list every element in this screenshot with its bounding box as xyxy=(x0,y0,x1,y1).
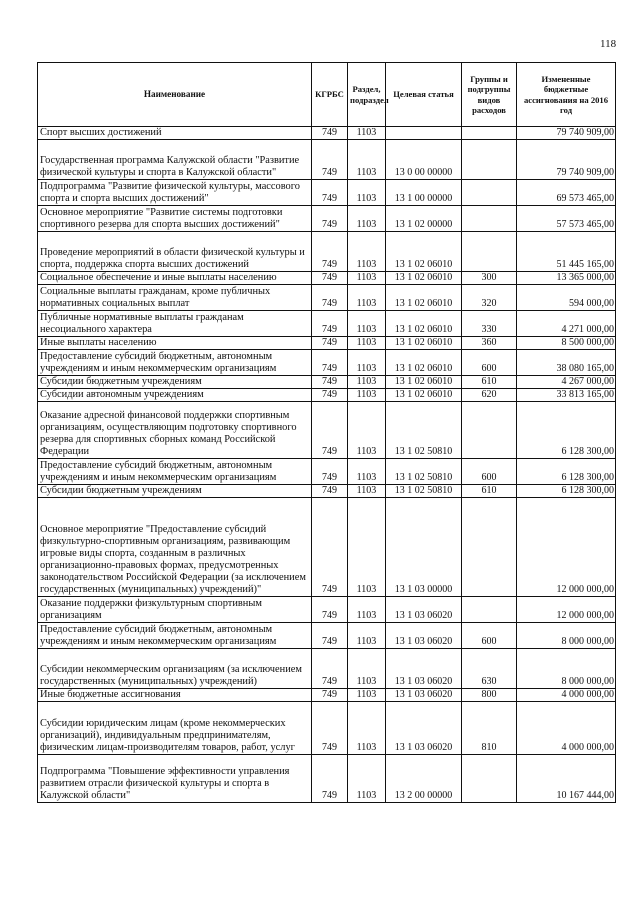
cell-amount: 13 365 000,00 xyxy=(517,271,616,284)
cell-group xyxy=(462,497,517,596)
cell-name: Подпрограмма "Повышение эффективности управления развитием отрасли физической культуры и спорта в Калужской области" xyxy=(38,754,312,802)
cell-group xyxy=(462,401,517,458)
cell-target: 13 1 03 06020 xyxy=(386,648,462,688)
cell-amount: 79 740 909,00 xyxy=(517,139,616,179)
cell-group: 610 xyxy=(462,484,517,497)
table-row xyxy=(38,231,616,271)
cell-kgrbs: 749 xyxy=(312,458,348,484)
cell-amount: 12 000 000,00 xyxy=(517,497,616,596)
cell-group: 800 xyxy=(462,688,517,701)
cell-kgrbs: 749 xyxy=(312,688,348,701)
cell-kgrbs: 749 xyxy=(312,648,348,688)
cell-amount: 6 128 300,00 xyxy=(517,401,616,458)
cell-group: 320 xyxy=(462,284,517,310)
cell-kgrbs: 749 xyxy=(312,139,348,179)
cell-section: 1103 xyxy=(348,127,386,140)
cell-name: Проведение мероприятий в области физической культуры и спорта, поддержка спорта высших достижений xyxy=(38,231,312,271)
cell-group xyxy=(462,205,517,231)
table-row xyxy=(38,205,616,231)
cell-section: 1103 xyxy=(348,310,386,336)
cell-section: 1103 xyxy=(348,375,386,388)
table-row xyxy=(38,688,616,701)
cell-amount: 38 080 165,00 xyxy=(517,349,616,375)
table-row xyxy=(38,458,616,484)
cell-amount: 4 000 000,00 xyxy=(517,701,616,754)
cell-group: 810 xyxy=(462,701,517,754)
cell-target: 13 1 03 06020 xyxy=(386,688,462,701)
cell-section: 1103 xyxy=(348,622,386,648)
cell-section: 1103 xyxy=(348,349,386,375)
cell-name: Основное мероприятие "Предоставление субсидий физкультурно-спортивным организациям, развивающим игровые виды спорта, созданным в различных организационно-правовых формах, предусмотренных законодательством Российской Федерации (за исключением государственных (муниципальных) учреждений)" xyxy=(38,497,312,596)
cell-amount: 57 573 465,00 xyxy=(517,205,616,231)
cell-section: 1103 xyxy=(348,688,386,701)
cell-amount: 4 271 000,00 xyxy=(517,310,616,336)
table-row xyxy=(38,596,616,622)
cell-name: Подпрограмма "Развитие физической культуры, массового спорта и спорта высших достижений" xyxy=(38,179,312,205)
cell-name: Государственная программа Калужской области "Развитие физической культуры и спорта в Калужской области" xyxy=(38,139,312,179)
cell-kgrbs: 749 xyxy=(312,127,348,140)
cell-name: Социальные выплаты гражданам, кроме публичных нормативных социальных выплат xyxy=(38,284,312,310)
cell-section: 1103 xyxy=(348,231,386,271)
header-group: Группы и подгруппы видов расходов xyxy=(462,63,517,127)
cell-amount: 33 813 165,00 xyxy=(517,388,616,401)
cell-name: Иные выплаты населению xyxy=(38,336,312,349)
cell-target: 13 1 02 00000 xyxy=(386,205,462,231)
cell-target: 13 1 02 06010 xyxy=(386,271,462,284)
table-row xyxy=(38,375,616,388)
cell-kgrbs: 749 xyxy=(312,497,348,596)
cell-target xyxy=(386,127,462,140)
cell-target: 13 1 03 00000 xyxy=(386,497,462,596)
cell-name: Спорт высших достижений xyxy=(38,127,312,140)
cell-section: 1103 xyxy=(348,179,386,205)
cell-name: Субсидии юридическим лицам (кроме некоммерческих организаций), индивидуальным предпринимателям, физическим лицам-производителям товаров, работ, услуг xyxy=(38,701,312,754)
cell-group xyxy=(462,754,517,802)
cell-kgrbs: 749 xyxy=(312,401,348,458)
table-header-row xyxy=(38,63,616,127)
cell-target: 13 0 00 00000 xyxy=(386,139,462,179)
cell-target: 13 1 02 50810 xyxy=(386,401,462,458)
table-row xyxy=(38,622,616,648)
cell-amount: 8 000 000,00 xyxy=(517,648,616,688)
cell-kgrbs: 749 xyxy=(312,336,348,349)
cell-target: 13 1 00 00000 xyxy=(386,179,462,205)
table-row xyxy=(38,497,616,596)
cell-name: Основное мероприятие "Развитие системы подготовки спортивного резерва для спорта высших достижений" xyxy=(38,205,312,231)
table-row xyxy=(38,271,616,284)
cell-name: Оказание адресной финансовой поддержки спортивным организациям, осуществляющим подготовку спортивного резерва для спортивных сборных команд Российской Федерации xyxy=(38,401,312,458)
cell-name: Предоставление субсидий бюджетным, автономным учреждениям и иным некоммерческим организациям xyxy=(38,458,312,484)
cell-name: Оказание поддержки физкультурным спортивным организациям xyxy=(38,596,312,622)
cell-section: 1103 xyxy=(348,336,386,349)
table-row xyxy=(38,127,616,140)
cell-group: 300 xyxy=(462,271,517,284)
cell-amount: 69 573 465,00 xyxy=(517,179,616,205)
cell-kgrbs: 749 xyxy=(312,205,348,231)
cell-kgrbs: 749 xyxy=(312,271,348,284)
cell-group xyxy=(462,179,517,205)
cell-kgrbs: 749 xyxy=(312,310,348,336)
header-kgrbs: КГРБС xyxy=(312,63,348,127)
cell-kgrbs: 749 xyxy=(312,484,348,497)
cell-kgrbs: 749 xyxy=(312,622,348,648)
cell-amount: 6 128 300,00 xyxy=(517,484,616,497)
header-section: Раздел, подраздел xyxy=(348,63,386,127)
cell-amount: 8 000 000,00 xyxy=(517,622,616,648)
cell-target: 13 1 02 06010 xyxy=(386,284,462,310)
cell-group: 360 xyxy=(462,336,517,349)
cell-section: 1103 xyxy=(348,284,386,310)
cell-group xyxy=(462,596,517,622)
cell-name: Публичные нормативные выплаты гражданам несоциального характера xyxy=(38,310,312,336)
cell-kgrbs: 749 xyxy=(312,231,348,271)
cell-amount: 4 000 000,00 xyxy=(517,688,616,701)
cell-target: 13 1 02 06010 xyxy=(386,336,462,349)
table-row xyxy=(38,388,616,401)
cell-amount: 6 128 300,00 xyxy=(517,458,616,484)
cell-amount: 8 500 000,00 xyxy=(517,336,616,349)
cell-group: 600 xyxy=(462,622,517,648)
cell-target: 13 1 03 06020 xyxy=(386,596,462,622)
cell-kgrbs: 749 xyxy=(312,349,348,375)
cell-kgrbs: 749 xyxy=(312,754,348,802)
cell-kgrbs: 749 xyxy=(312,375,348,388)
cell-group: 330 xyxy=(462,310,517,336)
cell-kgrbs: 749 xyxy=(312,284,348,310)
table-row xyxy=(38,336,616,349)
cell-name: Иные бюджетные ассигнования xyxy=(38,688,312,701)
table-row xyxy=(38,401,616,458)
table-row xyxy=(38,484,616,497)
cell-group: 630 xyxy=(462,648,517,688)
cell-target: 13 1 02 50810 xyxy=(386,484,462,497)
cell-amount: 4 267 000,00 xyxy=(517,375,616,388)
cell-section: 1103 xyxy=(348,205,386,231)
cell-name: Предоставление субсидий бюджетным, автономным учреждениям и иным некоммерческим организациям xyxy=(38,622,312,648)
cell-name: Субсидии автономным учреждениям xyxy=(38,388,312,401)
cell-name: Социальное обеспечение и иные выплаты населению xyxy=(38,271,312,284)
page-number: 118 xyxy=(600,38,617,50)
cell-target: 13 1 02 06010 xyxy=(386,388,462,401)
cell-group: 610 xyxy=(462,375,517,388)
header-name: Наименование xyxy=(38,63,312,127)
cell-section: 1103 xyxy=(348,401,386,458)
table-row xyxy=(38,310,616,336)
cell-section: 1103 xyxy=(348,754,386,802)
cell-section: 1103 xyxy=(348,388,386,401)
table-row xyxy=(38,284,616,310)
cell-kgrbs: 749 xyxy=(312,179,348,205)
cell-section: 1103 xyxy=(348,139,386,179)
cell-section: 1103 xyxy=(348,596,386,622)
cell-name: Субсидии бюджетным учреждениям xyxy=(38,375,312,388)
cell-name: Предоставление субсидий бюджетным, автономным учреждениям и иным некоммерческим организациям xyxy=(38,349,312,375)
cell-target: 13 1 02 06010 xyxy=(386,310,462,336)
cell-target: 13 1 02 06010 xyxy=(386,231,462,271)
cell-target: 13 2 00 00000 xyxy=(386,754,462,802)
cell-section: 1103 xyxy=(348,458,386,484)
cell-name: Субсидии бюджетным учреждениям xyxy=(38,484,312,497)
cell-name: Субсидии некоммерческим организациям (за исключением государственных (муниципальных) учреждений) xyxy=(38,648,312,688)
cell-amount: 79 740 909,00 xyxy=(517,127,616,140)
table-row xyxy=(38,139,616,179)
cell-section: 1103 xyxy=(348,271,386,284)
cell-group: 600 xyxy=(462,458,517,484)
cell-kgrbs: 749 xyxy=(312,701,348,754)
cell-amount: 10 167 444,00 xyxy=(517,754,616,802)
header-amount: Измененные бюджетные ассигнования на 2016 год xyxy=(517,63,616,127)
cell-group xyxy=(462,139,517,179)
cell-group xyxy=(462,127,517,140)
cell-section: 1103 xyxy=(348,701,386,754)
cell-section: 1103 xyxy=(348,648,386,688)
cell-amount: 12 000 000,00 xyxy=(517,596,616,622)
cell-kgrbs: 749 xyxy=(312,388,348,401)
table-row xyxy=(38,179,616,205)
cell-section: 1103 xyxy=(348,484,386,497)
cell-amount: 51 445 165,00 xyxy=(517,231,616,271)
cell-target: 13 1 02 06010 xyxy=(386,375,462,388)
table-row xyxy=(38,701,616,754)
cell-amount: 594 000,00 xyxy=(517,284,616,310)
budget-table xyxy=(37,62,616,803)
cell-target: 13 1 03 06020 xyxy=(386,701,462,754)
table-row xyxy=(38,754,616,802)
cell-kgrbs: 749 xyxy=(312,596,348,622)
cell-target: 13 1 02 50810 xyxy=(386,458,462,484)
table-row xyxy=(38,349,616,375)
cell-group: 600 xyxy=(462,349,517,375)
cell-group: 620 xyxy=(462,388,517,401)
cell-target: 13 1 02 06010 xyxy=(386,349,462,375)
cell-target: 13 1 03 06020 xyxy=(386,622,462,648)
header-target: Целевая статья xyxy=(386,63,462,127)
cell-section: 1103 xyxy=(348,497,386,596)
table-row xyxy=(38,648,616,688)
cell-group xyxy=(462,231,517,271)
